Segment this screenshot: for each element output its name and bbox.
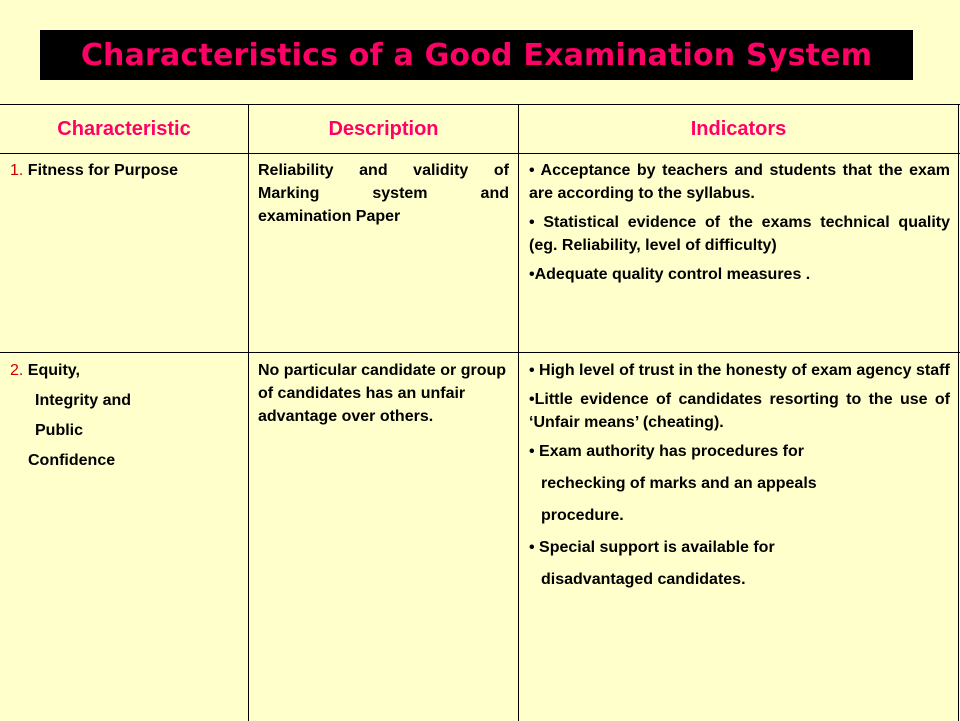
row1-indicator: • Statistical evidence of the exams technical quality (eg. Reliability, level of difficulty) <box>529 214 950 254</box>
column-divider <box>518 105 519 721</box>
row2-indicator-continued: procedure. <box>541 507 624 524</box>
row-divider <box>0 352 960 353</box>
row2-indicator-continued: rechecking of marks and an appeals <box>541 475 817 492</box>
column-divider <box>958 105 959 721</box>
row1-indicator: •Adequate quality control measures . <box>529 266 811 283</box>
header-indicators: Indicators <box>690 117 787 140</box>
slide-title: Characteristics of a Good Examination System <box>80 37 873 73</box>
row-divider <box>0 153 960 154</box>
row1-indicator: • Acceptance by teachers and students that the exam are according to the syllabus. <box>529 162 950 202</box>
row2-indicators <box>529 359 950 591</box>
row2-characteristic-line: Confidence <box>28 452 116 469</box>
row2-number: 2. <box>10 362 24 379</box>
column-divider <box>248 105 249 721</box>
row1-description: Reliability and validity of Marking system and examination Paper <box>258 162 509 225</box>
row1-characteristic <box>10 159 246 182</box>
row2-characteristic <box>10 359 246 479</box>
row2-indicator: • High level of trust in the honesty of exam agency staff <box>529 362 950 379</box>
title-bar <box>40 30 913 80</box>
row1-characteristic-text: Fitness for Purpose <box>27 162 179 179</box>
header-characteristic: Characteristic <box>57 117 191 140</box>
row2-indicator: • Special support is available for <box>529 539 775 556</box>
row1-indicators <box>529 159 950 292</box>
header-description: Description <box>328 117 439 140</box>
row2-characteristic-line: Integrity and <box>35 392 132 409</box>
row2-indicator: •Little evidence of candidates resorting to the use of ‘Unfair means’ (cheating). <box>529 391 950 431</box>
characteristics-table <box>0 104 960 721</box>
row2-description: No particular candidate or group of candidates has an unfair advantage over others. <box>258 362 507 425</box>
row2-indicator-continued: disadvantaged candidates. <box>541 571 746 588</box>
row2-characteristic-line: Equity, <box>27 362 80 379</box>
row2-indicator: • Exam authority has procedures for <box>529 443 805 460</box>
row1-number: 1. <box>10 162 24 179</box>
row2-characteristic-line: Public <box>35 422 84 439</box>
